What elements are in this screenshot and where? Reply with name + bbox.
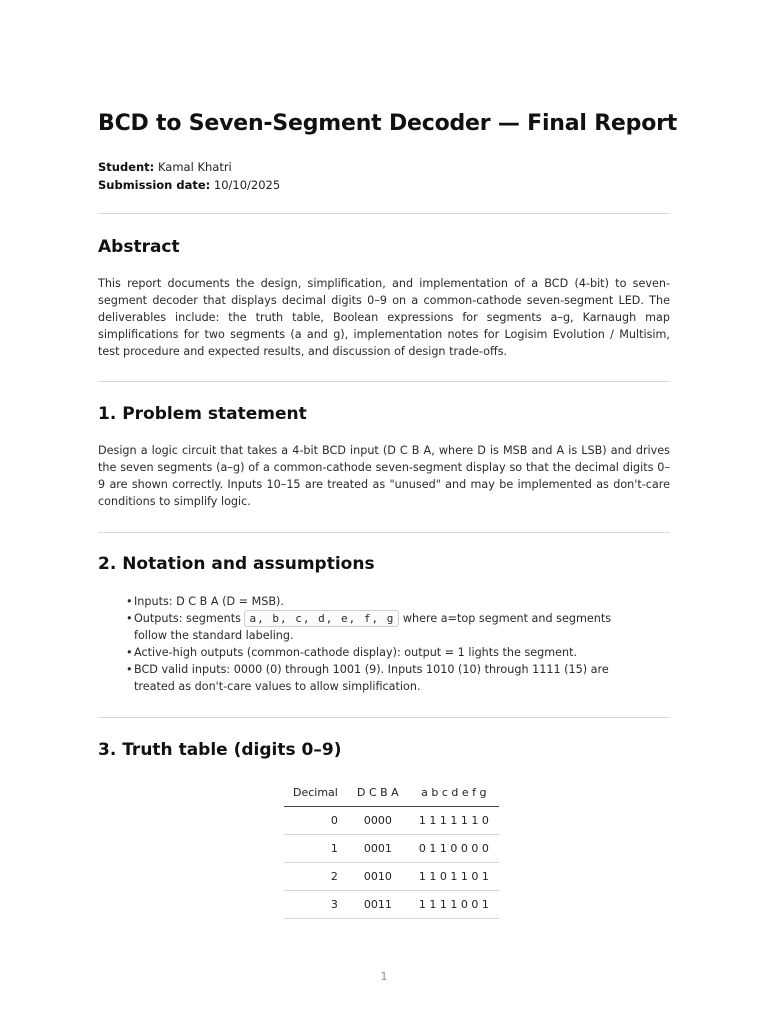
cell-segments: 1 1 1 1 0 0 1 [409, 891, 499, 919]
column-header-inputs: D C B A [347, 778, 409, 807]
bullet-active-high: Active-high outputs (common-cathode display): output = 1 lights the segment. [134, 646, 578, 659]
abstract-heading: Abstract [98, 237, 180, 257]
table-header-row [284, 778, 499, 807]
cell-decimal: 3 [284, 891, 347, 919]
cell-inputs: 0011 [347, 891, 409, 919]
abstract-text: This report documents the design, simplification, and implementation of a BCD (4-bit) to seven-segment decoder that displays decimal digits 0–9 on a common-cathode seven-segment LED. The deliverables include: the truth table, Boolean expressions for segments a–g, Karnaugh map simplifications for two segments (a and g), implementation notes for Logisim Evolution / Multisim, test procedure and expected results, and discussion of design trade-offs. [98, 277, 670, 358]
divider [98, 532, 670, 533]
page-title: BCD to Seven-Segment Decoder — Final Report [98, 111, 678, 136]
cell-inputs: 0010 [347, 863, 409, 891]
divider [98, 381, 670, 382]
problem-text: Design a logic circuit that takes a 4-bit BCD input (D C B A, where D is MSB and A is LSB) and drives the seven segments (a–g) of a common-cathode seven-segment display so that the decimal digits 0–9 are shown correctly. Inputs 10–15 are treated as "unused" and may be implemented as don't-care conditions to simplify logic. [98, 444, 670, 508]
list-item [126, 593, 646, 610]
cell-decimal: 1 [284, 835, 347, 863]
bullet-outputs-pre: Outputs: segments [134, 612, 245, 625]
student-line [98, 159, 232, 176]
table-row [284, 835, 499, 863]
notation-heading: 2. Notation and assumptions [98, 554, 375, 574]
bullet-inputs: Inputs: D C B A (D = MSB). [134, 595, 284, 608]
problem-heading: 1. Problem statement [98, 404, 307, 424]
cell-segments: 0 1 1 0 0 0 0 [409, 835, 499, 863]
cell-inputs: 0000 [347, 807, 409, 835]
column-header-decimal: Decimal [284, 778, 347, 807]
list-item [126, 644, 646, 661]
divider [98, 213, 670, 214]
cell-decimal: 2 [284, 863, 347, 891]
student-label: Student: [98, 160, 155, 174]
bullet-bcd-valid: BCD valid inputs: 0000 (0) through 1001 (9). Inputs 1010 (10) through 1111 (15) are treated as don't-care values to allow simplification. [134, 663, 609, 693]
table-row [284, 891, 499, 919]
truth-table-heading: 3. Truth table (digits 0–9) [98, 740, 342, 760]
submission-date-label: Submission date: [98, 178, 211, 192]
truth-table [284, 778, 499, 919]
cell-segments: 1 1 0 1 1 0 1 [409, 863, 499, 891]
list-item [126, 610, 646, 644]
table-row [284, 863, 499, 891]
cell-decimal: 0 [284, 807, 347, 835]
divider [98, 717, 670, 718]
bullet-outputs-post: where a=top segment and segments follow the standard labeling. [134, 612, 612, 642]
list-item [126, 661, 646, 695]
submission-date-value: 10/10/2025 [213, 178, 281, 192]
cell-segments: 1 1 1 1 1 1 0 [409, 807, 499, 835]
assumptions-list [126, 593, 646, 695]
page-number: 1 [380, 970, 388, 983]
cell-inputs: 0001 [347, 835, 409, 863]
column-header-segments: a b c d e f g [409, 778, 499, 807]
segments-code: a, b, c, d, e, f, g [244, 610, 399, 627]
table-row [284, 807, 499, 835]
submission-date-line [98, 177, 280, 194]
student-name: Kamal Khatri [157, 160, 232, 174]
